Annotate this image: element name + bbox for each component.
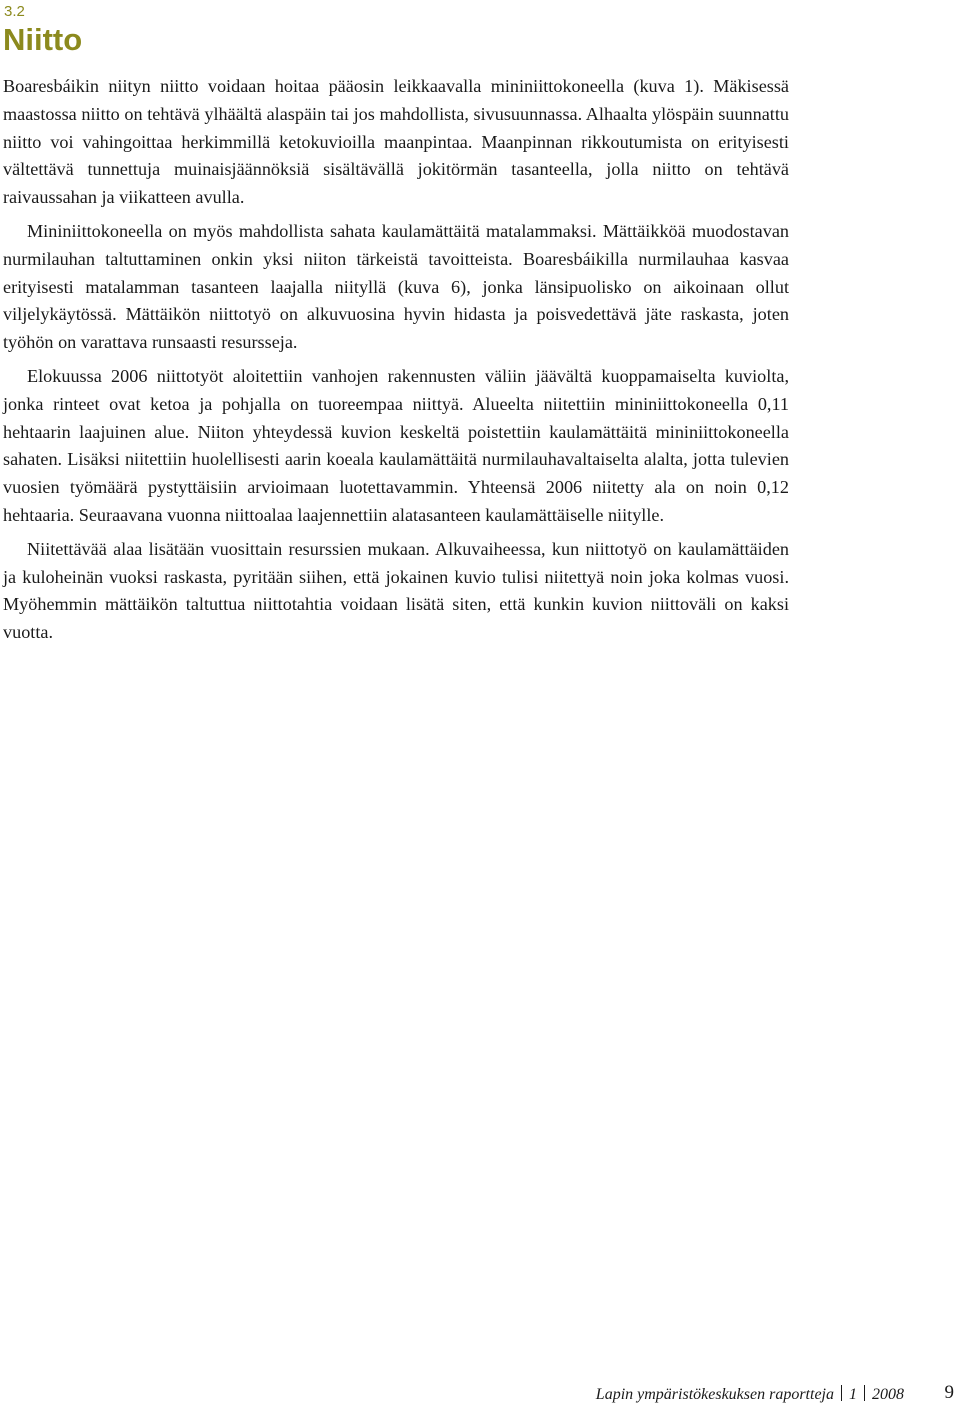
footer-publication: Lapin ympäristökeskuksen raportteja — [595, 1386, 834, 1403]
paragraph: Boaresbáikin niityn niitto voidaan hoitaa pääosin leikkaavalla mininiittokoneella (kuva 1). Mäkisessä maastossa niitto on tehtävä ylhäältä alaspäin tai jos mahdollista, sivusuunnassa. Alhaalta ylöspäin suunnattu niitto voi vahingoittaa herkimmillä ketokuvioilla maanpintaa. Maanpinnan rikkoutumista on erityisesti vältettävä tunnettuja muinaisjäännöksiä sisältävällä jokitörmän tasanteella, jolla niitto on tehtävä raivaussahan ja viikatteen avulla. — [3, 76, 789, 208]
footer-year: 2008 — [872, 1386, 904, 1403]
footer-issue: 1 — [849, 1386, 857, 1403]
page-number: 9 — [944, 1382, 954, 1403]
paragraph: Niitettävää alaa lisätään vuosittain resurssien mukaan. Alkuvaiheessa, kun niittotyö on kaulamättäiden ja kuloheinän vuoksi raskasta, pyritään siihen, että jokainen kuvio tulisi niitettyä noin joka kolmas vuosi. Myöhemmin mättäikön taltuttua niittotahtia voidaan lisätä siten, että kunkin kuvion niittoväli on kaksi vuotta. — [3, 538, 789, 643]
section-number: 3.2 — [4, 3, 25, 20]
section-title: Niitto — [3, 22, 83, 57]
body-text — [3, 73, 789, 653]
paragraph: Mininiittokoneella on myös mahdollista sahata kaulamättäitä matalammaksi. Mättäikköä muodostavan nurmilauhan taltuttaminen onkin yksi niiton tärkeistä tavoitteista. Boaresbáikilla nurmilauhaa kasvaa erityisesti matalamman tasanteen laajalla niityllä (kuva 6), jonka länsipuolisko on aikoinaan ollut viljelykäytössä. Mättäikön niittotyö on alkuvuosina hyvin hidasta ja poisvedettävä jäte raskasta, joten työhön on varattava runsaasti resursseja. — [3, 220, 789, 353]
footer-separator — [841, 1385, 842, 1401]
paragraph: Elokuussa 2006 niittotyöt aloitettiin vanhojen rakennusten väliin jäävältä kuoppamaiselta kuviolta, jonka rinteet ovat ketoa ja pohjalla on tuoreempaa niittyä. Alueelta niitettiin mininiittokoneella 0,11 hehtaarin laajuinen alue. Niiton yhteydessä kuvion keskeltä poistettiin kaulamättäitä mininiittokoneella sahaten. Lisäksi niitettiin huolellisesti aarin koeala kaulamättäitä nurmilauhavaltaiselta alalta, jotta tulevien vuosien työmäärä pystyttäisiin arvioimaan luotettavammin. Yhteensä 2006 niitetty ala on noin 0,12 hehtaaria. Seuraavana vuonna niittoalaa laajennettiin alatasanteen kaulamättäiselle niitylle. — [3, 365, 789, 525]
page-footer — [560, 1384, 956, 1406]
footer-separator — [864, 1385, 865, 1401]
footer-citation — [596, 1384, 904, 1406]
